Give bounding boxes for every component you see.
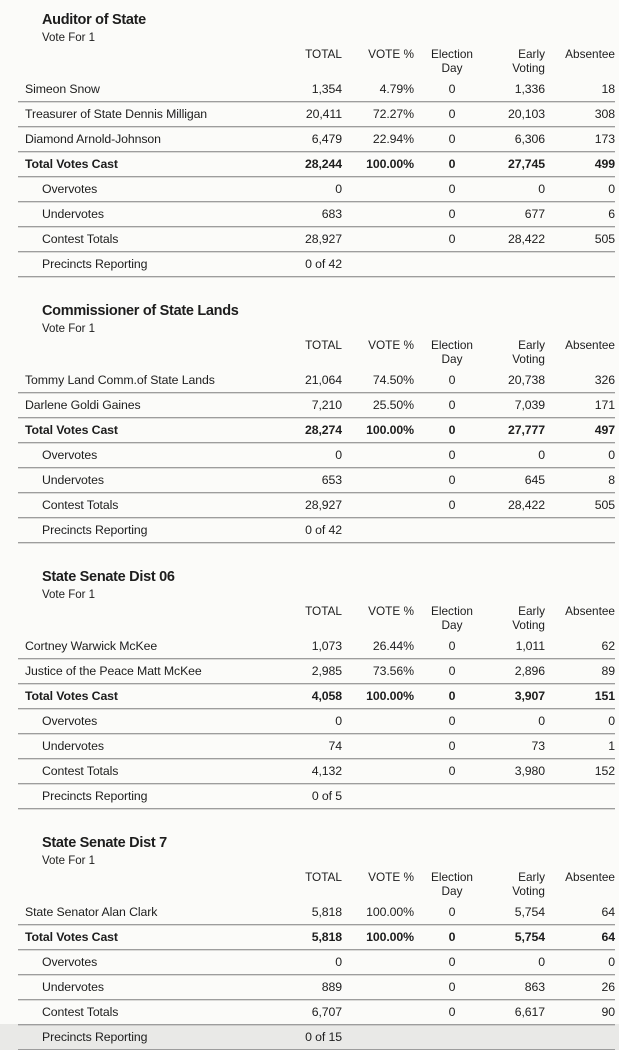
cell-absentee: 6	[608, 207, 615, 221]
table-row	[18, 77, 615, 102]
table-header-row	[18, 604, 615, 634]
cell-total: 2,985	[311, 664, 342, 678]
row-label: Precincts Reporting	[42, 257, 148, 271]
cell-absentee: 505	[594, 232, 615, 246]
cell-absentee: 90	[601, 1005, 615, 1019]
cell-total: 683	[321, 207, 342, 221]
header-vote-pct: VOTE %	[368, 47, 414, 61]
table-row	[18, 393, 615, 418]
header-total: TOTAL	[305, 604, 342, 618]
cell-total: 0	[335, 182, 342, 196]
cell-election-day: 0	[448, 107, 456, 121]
cell-total: 28,274	[304, 423, 342, 437]
contest-title: Commissioner of State Lands	[42, 303, 239, 319]
cell-early-voting: 0	[538, 955, 545, 969]
cell-absentee: 499	[594, 157, 615, 171]
cell-total: 4,058	[311, 689, 342, 703]
cell-vote-pct: 74.50%	[372, 373, 414, 387]
table-header-row	[18, 47, 615, 77]
table-row-contest-totals	[18, 1000, 615, 1025]
row-label: Total Votes Cast	[25, 423, 118, 437]
cell-absentee: 0	[608, 955, 615, 969]
cell-total: 889	[321, 980, 342, 994]
vote-for-label: Vote For 1	[42, 323, 96, 335]
cell-absentee: 505	[594, 498, 615, 512]
header-absentee: Absentee	[565, 47, 615, 61]
header-election-line1: Election	[431, 870, 473, 884]
cell-vote-pct: 26.44%	[372, 639, 414, 653]
cell-early-voting: 27,745	[507, 157, 545, 171]
cell-total: 0	[335, 955, 342, 969]
cell-election-day: 0	[448, 448, 456, 462]
table-row-undervotes	[18, 975, 615, 1000]
cell-early-voting: 7,039	[514, 398, 545, 412]
row-label: Treasurer of State Dennis Milligan	[25, 107, 208, 121]
cell-absentee: 89	[601, 664, 615, 678]
header-total: TOTAL	[305, 47, 342, 61]
cell-early-voting: 6,617	[514, 1005, 545, 1019]
row-label: Overvotes	[42, 714, 98, 728]
cell-total: 28,927	[304, 232, 342, 246]
table-row-contest-totals	[18, 493, 615, 518]
cell-absentee: 326	[594, 373, 615, 387]
header-voting-line2: Voting	[512, 618, 545, 632]
cell-early-voting: 3,980	[514, 764, 545, 778]
header-vote-pct: VOTE %	[368, 870, 414, 884]
cell-election-day: 0	[448, 689, 456, 703]
cell-election-day: 0	[448, 498, 456, 512]
header-election-day	[414, 870, 490, 898]
cell-total: 7,210	[311, 398, 342, 412]
table-row-contest-totals	[18, 227, 615, 252]
cell-election-day: 0	[448, 207, 456, 221]
row-label: Total Votes Cast	[25, 157, 118, 171]
cell-early-voting: 20,103	[507, 107, 545, 121]
table-row	[18, 368, 615, 393]
header-early-voting	[490, 870, 545, 898]
table-header-row	[18, 338, 615, 368]
table-row	[18, 900, 615, 925]
row-label: Precincts Reporting	[42, 789, 148, 803]
cell-election-day: 0	[448, 423, 456, 437]
cell-absentee: 18	[601, 82, 615, 96]
cell-total: 1,354	[311, 82, 342, 96]
header-early-voting	[490, 604, 545, 632]
contest-section-auditor-of-state	[18, 12, 615, 277]
table-row-precincts-reporting	[18, 1025, 615, 1050]
row-label: Contest Totals	[42, 1005, 119, 1019]
cell-vote-pct: 25.50%	[372, 398, 414, 412]
contest-section-state-senate-dist-7	[18, 835, 615, 1050]
cell-vote-pct: 100.00%	[366, 423, 414, 437]
row-label: State Senator Alan Clark	[25, 905, 158, 919]
table-row-total-votes-cast	[18, 152, 615, 177]
cell-vote-pct: 72.27%	[372, 107, 414, 121]
cell-election-day: 0	[448, 157, 456, 171]
cell-absentee: 173	[594, 132, 615, 146]
cell-election-day: 0	[448, 905, 456, 919]
cell-early-voting: 28,422	[507, 232, 545, 246]
cell-early-voting: 677	[524, 207, 545, 221]
table-row-total-votes-cast	[18, 925, 615, 950]
cell-absentee: 64	[601, 905, 615, 919]
table-row	[18, 102, 615, 127]
cell-early-voting: 3,907	[514, 689, 545, 703]
cell-early-voting: 20,738	[507, 373, 545, 387]
vote-for-label: Vote For 1	[42, 589, 96, 601]
cell-total: 1,073	[311, 639, 342, 653]
cell-total: 28,927	[304, 498, 342, 512]
contest-title: State Senate Dist 7	[42, 835, 167, 851]
cell-early-voting: 6,306	[514, 132, 545, 146]
header-election-day	[414, 47, 490, 75]
row-label: Cortney Warwick McKee	[25, 639, 158, 653]
cell-vote-pct: 73.56%	[372, 664, 414, 678]
header-election-line1: Election	[431, 47, 473, 61]
cell-early-voting: 2,896	[514, 664, 545, 678]
table-row	[18, 634, 615, 659]
table-header-row	[18, 870, 615, 900]
cell-total: 6,479	[311, 132, 342, 146]
table-row-undervotes	[18, 202, 615, 227]
cell-early-voting: 863	[524, 980, 545, 994]
cell-election-day: 0	[448, 182, 456, 196]
cell-election-day: 0	[448, 930, 456, 944]
cell-election-day: 0	[448, 1005, 456, 1019]
header-early-line1: Early	[518, 604, 545, 618]
header-early-line1: Early	[518, 338, 545, 352]
contest-title: State Senate Dist 06	[42, 569, 175, 585]
row-label: Overvotes	[42, 448, 98, 462]
table-row-contest-totals	[18, 759, 615, 784]
header-voting-line2: Voting	[512, 352, 545, 366]
table-row-precincts-reporting	[18, 518, 615, 543]
cell-vote-pct: 100.00%	[366, 905, 414, 919]
header-vote-pct: VOTE %	[368, 604, 414, 618]
cell-early-voting: 28,422	[507, 498, 545, 512]
table-row-precincts-reporting	[18, 784, 615, 809]
cell-election-day: 0	[448, 473, 456, 487]
cell-total: 28,244	[304, 157, 342, 171]
cell-election-day: 0	[448, 764, 456, 778]
cell-early-voting: 0	[538, 448, 545, 462]
cell-election-day: 0	[448, 373, 456, 387]
table-row	[18, 127, 615, 152]
header-total: TOTAL	[305, 870, 342, 884]
header-early-voting	[490, 338, 545, 366]
cell-election-day: 0	[448, 639, 456, 653]
cell-absentee: 497	[594, 423, 615, 437]
cell-early-voting: 73	[531, 739, 545, 753]
row-label: Justice of the Peace Matt McKee	[25, 664, 202, 678]
cell-election-day: 0	[448, 398, 456, 412]
table-row-undervotes	[18, 468, 615, 493]
row-label: Tommy Land Comm.of State Lands	[25, 373, 215, 387]
table-row-total-votes-cast	[18, 684, 615, 709]
header-day-line2: Day	[441, 61, 463, 75]
header-voting-line2: Voting	[512, 884, 545, 898]
cell-early-voting: 1,336	[514, 82, 545, 96]
row-label: Total Votes Cast	[25, 930, 118, 944]
header-early-voting	[490, 47, 545, 75]
header-absentee: Absentee	[565, 604, 615, 618]
cell-total: 4,132	[311, 764, 342, 778]
vote-for-label: Vote For 1	[42, 32, 96, 44]
table-row-total-votes-cast	[18, 418, 615, 443]
contest-section-commissioner-of-state-lands	[18, 303, 615, 543]
row-label: Diamond Arnold-Johnson	[25, 132, 161, 146]
row-label: Darlene Goldi Gaines	[25, 398, 141, 412]
cell-absentee: 0	[608, 448, 615, 462]
row-label: Contest Totals	[42, 498, 119, 512]
cell-election-day: 0	[448, 232, 456, 246]
cell-election-day: 0	[448, 980, 456, 994]
header-election-day	[414, 338, 490, 366]
cell-total: 74	[328, 739, 342, 753]
cell-total: 5,818	[311, 930, 342, 944]
cell-absentee: 171	[594, 398, 615, 412]
header-early-line1: Early	[518, 870, 545, 884]
cell-early-voting: 645	[524, 473, 545, 487]
header-total: TOTAL	[305, 338, 342, 352]
cell-election-day: 0	[448, 739, 456, 753]
cell-total: 0 of 5	[311, 789, 342, 803]
header-voting-line2: Voting	[512, 61, 545, 75]
table-row-undervotes	[18, 734, 615, 759]
cell-early-voting: 5,754	[514, 930, 545, 944]
row-label: Undervotes	[42, 473, 104, 487]
cell-total: 0	[335, 714, 342, 728]
cell-vote-pct: 100.00%	[366, 930, 414, 944]
contest-title: Auditor of State	[42, 12, 146, 28]
cell-total: 6,707	[311, 1005, 342, 1019]
cell-election-day: 0	[448, 82, 456, 96]
contest-section-state-senate-dist-06	[18, 569, 615, 809]
row-label: Precincts Reporting	[42, 1030, 148, 1044]
table-row-precincts-reporting	[18, 252, 615, 277]
header-day-line2: Day	[441, 884, 463, 898]
cell-early-voting: 27,777	[507, 423, 545, 437]
cell-early-voting: 0	[538, 182, 545, 196]
header-absentee: Absentee	[565, 870, 615, 884]
cell-absentee: 152	[594, 764, 615, 778]
header-day-line2: Day	[441, 618, 463, 632]
cell-election-day: 0	[448, 714, 456, 728]
cell-absentee: 62	[601, 639, 615, 653]
cell-absentee: 0	[608, 714, 615, 728]
cell-election-day: 0	[448, 132, 456, 146]
cell-absentee: 64	[601, 930, 615, 944]
cell-early-voting: 0	[538, 714, 545, 728]
cell-total: 0	[335, 448, 342, 462]
cell-early-voting: 1,011	[515, 639, 545, 653]
cell-total: 0 of 42	[305, 523, 342, 537]
table-row-overvotes	[18, 950, 615, 975]
cell-total: 5,818	[311, 905, 342, 919]
header-election-day	[414, 604, 490, 632]
header-absentee: Absentee	[565, 338, 615, 352]
header-election-line1: Election	[431, 604, 473, 618]
cell-total: 0 of 15	[305, 1030, 342, 1044]
header-early-line1: Early	[518, 47, 545, 61]
cell-total: 21,064	[304, 373, 342, 387]
cell-vote-pct: 22.94%	[372, 132, 414, 146]
row-label: Total Votes Cast	[25, 689, 118, 703]
table-row-overvotes	[18, 177, 615, 202]
cell-vote-pct: 100.00%	[366, 157, 414, 171]
cell-election-day: 0	[448, 664, 456, 678]
row-label: Undervotes	[42, 207, 104, 221]
row-label: Contest Totals	[42, 764, 119, 778]
cell-vote-pct: 100.00%	[366, 689, 414, 703]
table-row	[18, 659, 615, 684]
cell-absentee: 151	[594, 689, 615, 703]
row-label: Undervotes	[42, 739, 104, 753]
cell-vote-pct: 4.79%	[379, 82, 414, 96]
row-label: Simeon Snow	[25, 82, 100, 96]
row-label: Precincts Reporting	[42, 523, 148, 537]
cell-total: 653	[321, 473, 342, 487]
row-label: Overvotes	[42, 955, 98, 969]
header-vote-pct: VOTE %	[368, 338, 414, 352]
header-day-line2: Day	[441, 352, 463, 366]
header-election-line1: Election	[431, 338, 473, 352]
row-label: Overvotes	[42, 182, 98, 196]
cell-election-day: 0	[448, 955, 456, 969]
cell-total: 20,411	[305, 107, 342, 121]
table-row-overvotes	[18, 443, 615, 468]
cell-total: 0 of 42	[305, 257, 342, 271]
cell-absentee: 308	[594, 107, 615, 121]
row-label: Contest Totals	[42, 232, 119, 246]
cell-absentee: 0	[608, 182, 615, 196]
cell-early-voting: 5,754	[514, 905, 545, 919]
cell-absentee: 8	[608, 473, 615, 487]
cell-absentee: 26	[601, 980, 615, 994]
vote-for-label: Vote For 1	[42, 855, 96, 867]
table-row-overvotes	[18, 709, 615, 734]
cell-absentee: 1	[608, 739, 615, 753]
row-label: Undervotes	[42, 980, 104, 994]
